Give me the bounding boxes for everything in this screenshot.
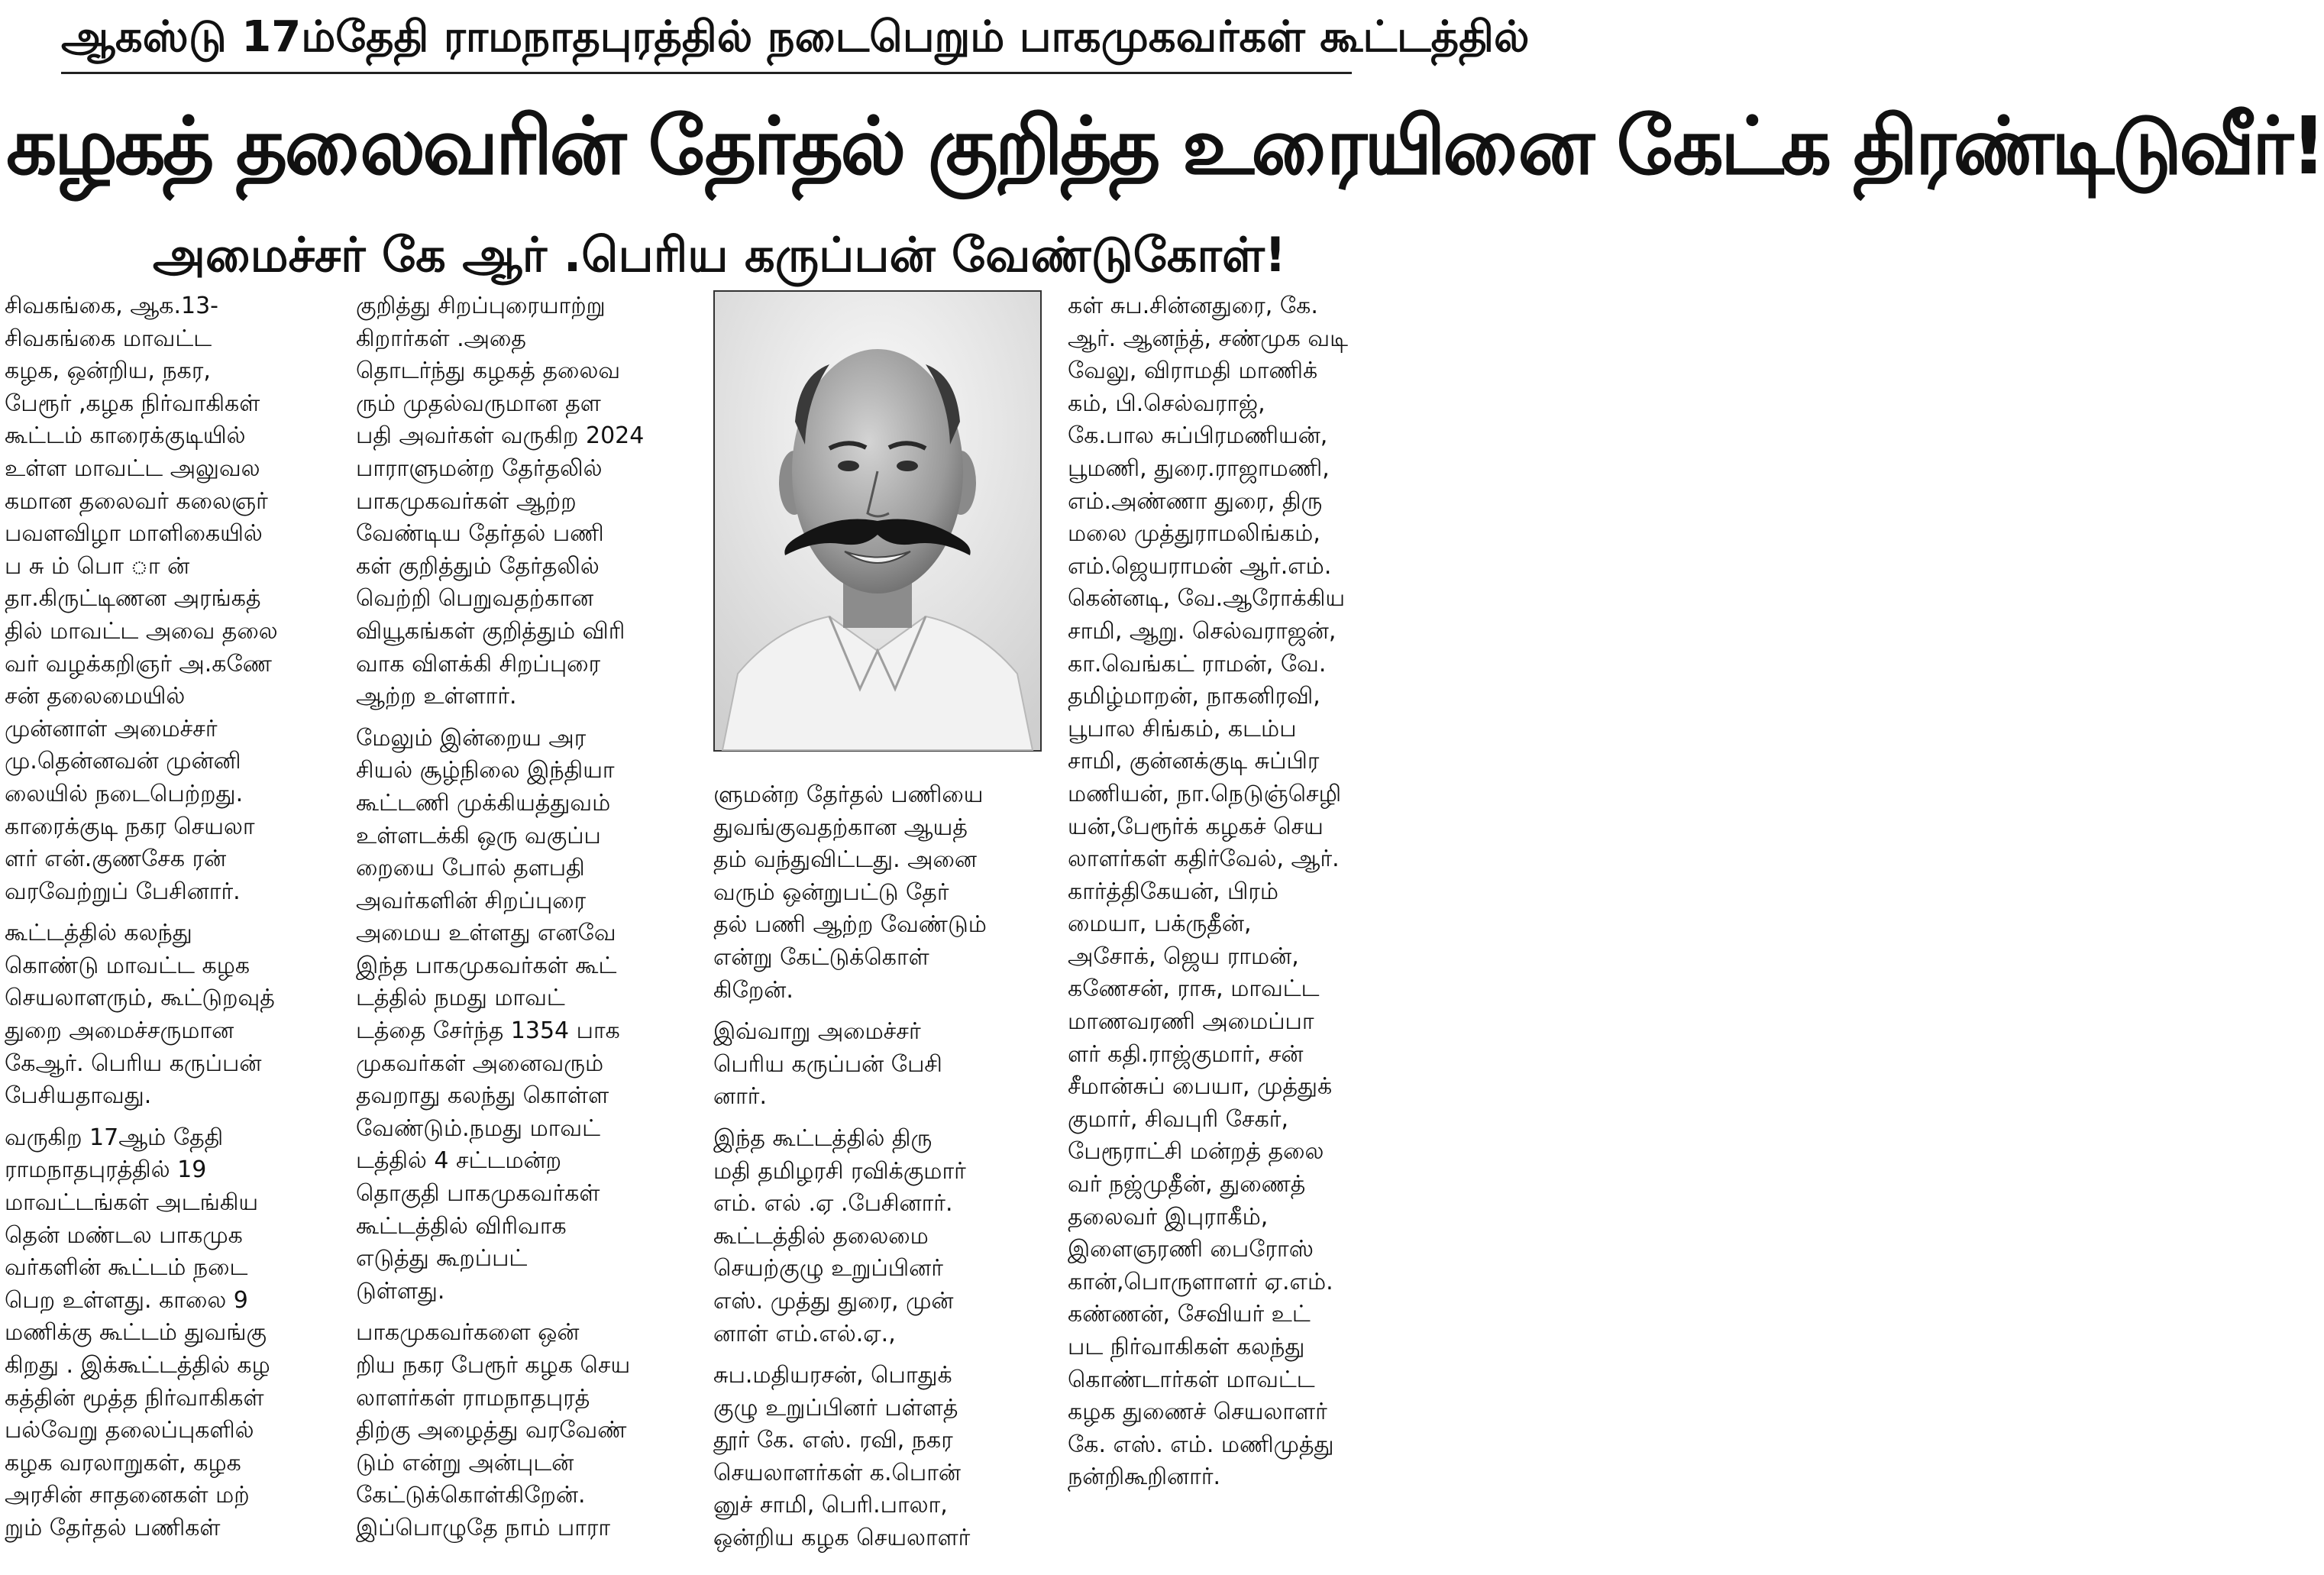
article-paragraph — [1068, 290, 1396, 1494]
article-line: பேசியதாவது. — [5, 1082, 152, 1110]
article-line: துவங்குவதற்கான ஆயத் — [713, 813, 968, 841]
article-line: கண்ணன், சேவியர் உட் — [1068, 1301, 1311, 1328]
article-line: கள் குறித்தும் தேர்தலில் — [356, 552, 600, 580]
main-headline: கழகத் தலைவரின் தேர்தல் குறித்த உரையினை கேட்க திரண்டிடுவீர்! — [6, 99, 2324, 192]
article-line: பேரூர் ,கழக நிர்வாகிகள் — [5, 390, 260, 417]
article-line: இளைஞரணி பைரோஸ் — [1068, 1236, 1314, 1263]
article-line: றும் தேர்தல் பணிகள் — [5, 1514, 221, 1541]
article-line: கான்,பொருளாளர் ஏ.எம். — [1068, 1268, 1333, 1295]
article-line: தொகுதி பாகமுகவர்கள் — [356, 1180, 600, 1208]
article-line: பாராளுமன்ற தேர்தலில் — [356, 454, 603, 482]
article-line: வர் நஜ்முதீன், துணைத் — [1068, 1171, 1306, 1198]
article-line: பாகமுகவர்களை ஒன் — [356, 1319, 580, 1347]
article-line: வர் வழக்கறிஞர் அ.கணே — [5, 650, 272, 678]
article-column-2 — [356, 290, 692, 1554]
article-line: சன் தலைமையில் — [5, 683, 186, 710]
article-line: கிறது . இக்கூட்டத்தில் கழ — [5, 1352, 270, 1379]
article-line: கேட்டுக்கொள்கிறேன். — [356, 1482, 586, 1509]
article-line: ஆர். ஆனந்த், சண்முக வடி — [1068, 325, 1348, 352]
article-line: குழு உறுப்பினர் பள்ளத் — [713, 1394, 958, 1421]
article-line: கூட்டத்தில் கலந்து — [5, 920, 192, 947]
article-paragraph — [713, 1360, 1042, 1555]
article-line: கே. எஸ். எம். மணிமுத்து — [1068, 1431, 1334, 1458]
article-column-4 — [1068, 290, 1396, 1503]
article-line: வேலு, விராமதி மாணிக் — [1068, 357, 1318, 385]
article-line: கூட்டணி முக்கியத்துவம் — [356, 789, 611, 817]
article-line: சிவகங்கை, ஆக.13- — [5, 293, 218, 319]
article-line: செயற்குழு உறுப்பினர் — [713, 1255, 943, 1282]
article-line: கழக துணைச் செயலாளர் — [1068, 1399, 1327, 1426]
article-line: லையில் நடைபெற்றது. — [5, 780, 244, 807]
article-line: னாள் எம்.எல்.ஏ., — [713, 1320, 896, 1347]
article-line: கமான தலைவர் கலைஞர் — [5, 487, 268, 515]
article-line: வியூகங்கள் குறித்தும் விரி — [356, 617, 625, 645]
article-line: னார். — [713, 1083, 767, 1111]
article-line: குமார், சிவபுரி சேகர், — [1068, 1105, 1289, 1133]
article-line: இந்த பாகமுகவர்கள் கூட் — [356, 952, 617, 979]
article-line: செயலாளர்கள் க.பொன் — [713, 1459, 961, 1486]
article-line: பெற உள்ளது. காலை 9 — [5, 1286, 248, 1314]
article-line: சாமி, குன்னக்குடி சுப்பிர — [1068, 748, 1320, 775]
article-line: டத்தில் நமது மாவட் — [356, 985, 565, 1012]
article-line: அசோக், ஜெய ராமன், — [1068, 943, 1299, 970]
article-line: சிவகங்கை மாவட்ட — [5, 325, 212, 352]
article-line: கூட்டத்தில் விரிவாக — [356, 1212, 567, 1240]
article-line: பட நிர்வாகிகள் கலந்து — [1068, 1334, 1305, 1360]
article-line: கூட்டம் காரைக்குடியில் — [5, 422, 246, 450]
article-line: கிறேன். — [713, 976, 794, 1004]
article-line: தூர் கே. எஸ். ரவி, நகர — [713, 1427, 953, 1454]
article-line: மாணவரணி அமைப்பா — [1068, 1008, 1314, 1036]
article-line: அவர்களின் சிறப்புரை — [356, 887, 587, 914]
article-paragraph — [713, 1123, 1042, 1350]
article-line: பாகமுகவர்கள் ஆற்ற — [356, 487, 577, 515]
article-line: மாவட்டங்கள் அடங்கிய — [5, 1189, 259, 1217]
article-line: கம், பி.செல்வராஜ், — [1068, 390, 1265, 417]
article-line: எம்.அண்ணா துரை, திரு — [1068, 487, 1323, 515]
article-line: கழக, ஒன்றிய, நகர, — [5, 357, 211, 385]
article-line: கேஆர். பெரிய கருப்பன் — [5, 1049, 262, 1077]
article-line: தொடர்ந்து கழகத் தலைவ — [356, 357, 621, 385]
article-line: முன்னாள் அமைச்சர் — [5, 715, 218, 742]
article-line: வரவேற்றுப் பேசினார். — [5, 878, 241, 905]
sub-headline: அமைச்சர் கே ஆர் .பெரிய கருப்பன் வேண்டுகோள்! — [153, 227, 1287, 283]
article-line: மணியன், நா.நெடுஞ்செழி — [1068, 780, 1342, 807]
article-line: கொண்டார்கள் மாவட்ட — [1068, 1366, 1315, 1393]
article-line: சியல் சூழ்நிலை இந்தியா — [356, 757, 615, 784]
article-line: தென் மண்டல பாகமுக — [5, 1221, 243, 1249]
kicker-headline: ஆகஸ்டு 17ம்தேதி ராமநாதபுரத்தில் நடைபெறும் பாகமுகவர்கள் கூட்டத்தில் — [61, 12, 1530, 62]
article-line: துறை அமைச்சருமான — [5, 1017, 234, 1045]
headline-divider — [61, 72, 1352, 74]
article-line: எஸ். முத்து துரை, முன் — [713, 1287, 954, 1315]
article-line: என்று கேட்டுக்கொள் — [713, 943, 929, 971]
article-line: றிய நகர பேரூர் கழக செய — [356, 1352, 631, 1379]
article-paragraph — [5, 1122, 333, 1545]
article-line: தம் வந்துவிட்டது. அனை — [713, 846, 977, 874]
article-paragraph — [5, 290, 333, 908]
article-line: வர்களின் கூட்டம் நடை — [5, 1254, 248, 1282]
article-line: கள் சுப.சின்னதுரை, கே. — [1068, 293, 1318, 319]
article-line: நன்றிகூறினார். — [1068, 1463, 1221, 1491]
article-line: ஒன்றிய கழக செயலாளர் — [713, 1525, 971, 1552]
article-paragraph — [713, 779, 1042, 1007]
article-line: பவளவிழா மாளிகையில் — [5, 520, 263, 548]
article-paragraph — [356, 290, 692, 713]
article-line: கிறார்கள் .அதை — [356, 325, 526, 352]
article-line: திற்கு அழைத்து வரவேண் — [356, 1417, 627, 1444]
article-line: பதி அவர்கள் வருகிற 2024 — [356, 422, 645, 450]
article-line: கே.பால சுப்பிரமணியன், — [1068, 422, 1328, 450]
article-line: எம்.ஜெயராமன் ஆர்.எம். — [1068, 552, 1332, 580]
article-line: மேலும் இன்றைய அர — [356, 724, 587, 752]
article-line: டுள்ளது. — [356, 1277, 445, 1305]
article-paragraph — [713, 1016, 1042, 1114]
article-line: பூபால சிங்கம், கடம்ப — [1068, 715, 1297, 742]
article-line: ராமநாதபுரத்தில் 19 — [5, 1156, 207, 1184]
article-line: எம். எல் .ஏ .பேசினார். — [713, 1190, 953, 1218]
article-line: ப சு ம் பொ ா ன் — [5, 552, 190, 580]
article-line: றையை போல் தளபதி — [356, 855, 585, 882]
article-line: கார்த்திகேயன், பிரம் — [1068, 878, 1279, 905]
article-line: லாளர்கள் ராமநாதபுரத் — [356, 1384, 590, 1412]
article-line: மலை முத்துராமலிங்கம், — [1068, 520, 1320, 548]
article-line: ளர் கதி.ராஜ்குமார், சன் — [1068, 1040, 1304, 1068]
article-line: சுப.மதியரசன், பொதுக் — [713, 1362, 952, 1389]
article-line: கூட்டத்தில் தலைமை — [713, 1222, 929, 1250]
article-line: காரைக்குடி நகர செயலா — [5, 813, 255, 840]
article-line: மையா, பக்ருதீன், — [1068, 910, 1252, 938]
article-line: மதி தமிழரசி ரவிக்குமார் — [713, 1157, 966, 1185]
article-line: டும் என்று அன்புடன் — [356, 1449, 574, 1476]
article-line: லாளர்கள் கதிர்வேல், ஆர். — [1068, 846, 1340, 873]
article-line: கா.வெங்கட் ராமன், வே. — [1068, 650, 1327, 678]
article-line: சீமான்சுப் பையா, முத்துக் — [1068, 1073, 1333, 1101]
article-line: வரும் ஒன்றுபட்டு தேர் — [713, 878, 949, 906]
article-line: பெரிய கருப்பன் பேசி — [713, 1050, 942, 1078]
article-line: தா.கிருட்டிணன அரங்கத் — [5, 585, 261, 613]
article-line: குறித்து சிறப்புரையாற்று — [356, 293, 606, 319]
article-line: பேரூராட்சி மன்றத் தலை — [1068, 1138, 1324, 1166]
article-paragraph — [356, 723, 692, 1308]
article-line: கணேசன், ராசு, மாவட்ட — [1068, 975, 1320, 1003]
article-line: ளுமன்ற தேர்தல் பணியை — [713, 781, 984, 808]
article-line: அமைய உள்ளது எனவே — [356, 920, 616, 947]
article-line: சாமி, ஆறு. செல்வராஜன், — [1068, 617, 1337, 645]
article-column-1 — [5, 290, 333, 1554]
article-line: ஆற்ற உள்ளார். — [356, 683, 517, 710]
article-line: உள்ள மாவட்ட அலுவல — [5, 454, 260, 482]
article-line: ரும் முதல்வருமான தள — [356, 390, 601, 417]
article-paragraph — [5, 917, 333, 1113]
article-paragraph — [356, 1317, 692, 1544]
article-line: வேண்டும்.நமது மாவட் — [356, 1114, 600, 1142]
article-line: தல் பணி ஆற்ற வேண்டும் — [713, 911, 987, 939]
article-line: எடுத்து கூறப்பட் — [356, 1245, 528, 1273]
article-line: முகவர்கள் அனைவரும் — [356, 1049, 604, 1077]
article-line: தவறாது கலந்து கொள்ள — [356, 1082, 609, 1110]
article-line: தில் மாவட்ட அவை தலை — [5, 617, 278, 645]
article-line: டத்தை சேர்ந்த 1354 பாக — [356, 1017, 620, 1045]
article-line: உள்ளடக்கி ஒரு வகுப்ப — [356, 822, 601, 849]
article-line: கழக வரலாறுகள், கழக — [5, 1449, 241, 1476]
article-line: மணிக்கு கூட்டம் துவங்கு — [5, 1319, 267, 1347]
article-line: அரசின் சாதனைகள் மற் — [5, 1482, 250, 1509]
article-line: வருகிற 17ஆம் தேதி — [5, 1124, 224, 1151]
article-line: கொண்டு மாவட்ட கழக — [5, 952, 251, 979]
article-line: கென்னடி, வே.ஆரோக்கிய — [1068, 585, 1346, 613]
article-line: இவ்வாறு அமைச்சர் — [713, 1018, 921, 1046]
article-line: பல்வேறு தலைப்புகளில் — [5, 1417, 254, 1444]
article-line: கத்தின் மூத்த நிர்வாகிகள் — [5, 1384, 264, 1412]
article-line: பூமணி, துரை.ராஜாமணி, — [1068, 454, 1330, 482]
article-line: டத்தில் 4 சட்டமன்ற — [356, 1147, 562, 1175]
article-line: வெற்றி பெறுவதற்கான — [356, 585, 594, 613]
article-line: னுச் சாமி, பெரி.பாலா, — [713, 1492, 948, 1519]
article-line: வாக விளக்கி சிறப்புரை — [356, 650, 601, 678]
article-line: இந்த கூட்டத்தில் திரு — [713, 1124, 933, 1152]
article-column-3 — [713, 779, 1042, 1564]
article-line: செயலாளரும், கூட்டுறவுத் — [5, 985, 275, 1012]
portrait-photo — [713, 290, 1042, 752]
article-line: யன்,பேரூர்க் கழகச் செய — [1068, 813, 1324, 840]
article-line: தலைவர் இபுராகீம், — [1068, 1203, 1269, 1231]
article-line: இப்பொழுதே நாம் பாரா — [356, 1514, 611, 1541]
article-line: தமிழ்மாறன், நாகனிரவி, — [1068, 683, 1320, 710]
article-line: வேண்டிய தேர்தல் பணி — [356, 520, 604, 548]
article-line: ளர் என்.குணசேக ரன் — [5, 846, 227, 873]
article-line: மு.தென்னவன் முன்னி — [5, 748, 241, 775]
